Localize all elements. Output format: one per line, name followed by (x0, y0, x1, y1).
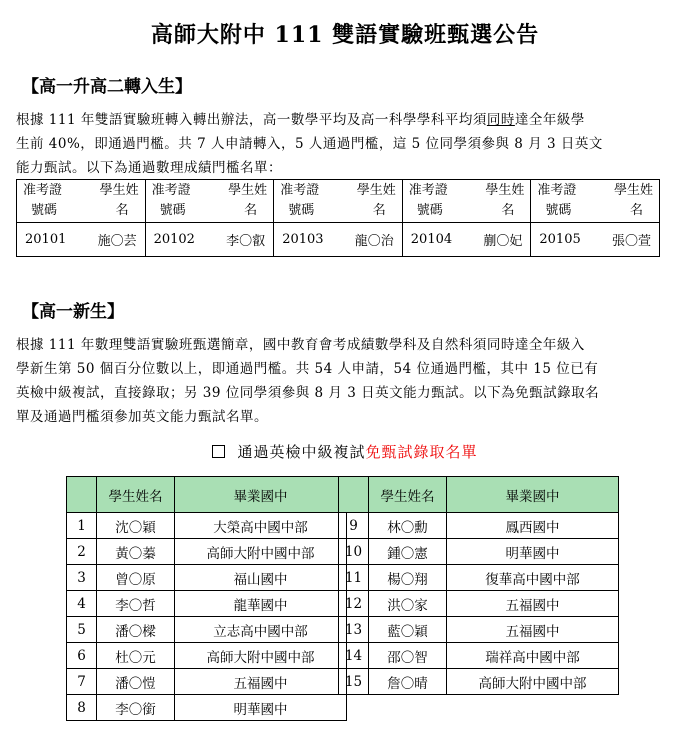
school-name: 明華國中 (175, 695, 347, 721)
header-name-top: 學生姓 (228, 183, 268, 198)
student-name: 蒯〇妃 (483, 234, 523, 249)
row-number: 3 (67, 565, 97, 591)
table-cell (145, 223, 274, 257)
checkbox-icon (212, 445, 225, 458)
school-name: 復華高中國中部 (447, 565, 619, 591)
table-cell (402, 223, 531, 257)
header-name-bottom: 名 (115, 203, 129, 218)
section-heading-freshman: 【高一新生】 (22, 302, 124, 322)
school-name: 鳳西國中 (447, 513, 619, 539)
table-header-cell (145, 180, 274, 223)
header-id-top: 准考證 (23, 183, 63, 198)
school-name: 高師大附中國中部 (447, 669, 619, 695)
school-name: 高師大附中國中部 (175, 539, 347, 565)
table-row (339, 539, 619, 565)
student-name: 詹〇晴 (369, 669, 447, 695)
header-name-top: 學生姓 (485, 183, 525, 198)
row-number: 8 (67, 695, 97, 721)
student-name: 林〇勳 (369, 513, 447, 539)
student-name: 施〇芸 (97, 234, 137, 249)
table-row (339, 591, 619, 617)
header-name-bottom: 名 (372, 203, 386, 218)
student-name: 杜〇元 (97, 643, 175, 669)
table-row (67, 565, 347, 591)
school-name: 五福國中 (447, 591, 619, 617)
header-name-bottom: 名 (501, 203, 515, 218)
header-id-bottom: 號碼 (159, 203, 186, 218)
table-row (67, 513, 347, 539)
school-name: 五福國中 (447, 617, 619, 643)
row-number: 11 (339, 565, 369, 591)
paragraph-line: 英檢中級複試，直接錄取；另 39 位同學須參與 8 月 3 日英文能力甄試。以下為免甄試錄取名 (16, 385, 600, 401)
header-name-bottom: 名 (629, 203, 643, 218)
school-name: 明華國中 (447, 539, 619, 565)
exam-id: 20102 (153, 232, 195, 247)
table-row (67, 643, 347, 669)
paragraph-line: 能力甄試。以下為通過數理成績門檻名單： (16, 160, 282, 176)
student-name: 潘〇愷 (97, 669, 175, 695)
paragraph-line: 根據 111 年數理雙語實驗班甄選簡章，國中教育會考成績數學科及自然科須同時達全年級入 (16, 337, 585, 353)
header-number (67, 477, 97, 513)
table-header-cell (17, 180, 146, 223)
school-name: 福山國中 (175, 565, 347, 591)
header-name-top: 學生姓 (99, 183, 139, 198)
row-number: 7 (67, 669, 97, 695)
admit-list-right (338, 476, 619, 695)
table-cell (274, 223, 403, 257)
table-row (67, 617, 347, 643)
student-name: 李〇銜 (97, 695, 175, 721)
section-heading-transfer: 【高一升高二轉入生】 (22, 77, 192, 97)
table-header-row (17, 180, 660, 223)
student-name: 龍〇治 (354, 234, 394, 249)
header-name: 學生姓名 (369, 477, 447, 513)
row-number: 6 (67, 643, 97, 669)
table-row (67, 669, 347, 695)
list-header-row (67, 477, 347, 513)
table-row (67, 539, 347, 565)
header-name-top: 學生姓 (356, 183, 396, 198)
school-name: 高師大附中國中部 (175, 643, 347, 669)
student-name: 張〇萱 (611, 234, 651, 249)
table-cell (17, 223, 146, 257)
transfer-table (16, 179, 660, 257)
table-header-cell (402, 180, 531, 223)
header-id-bottom: 號碼 (31, 203, 58, 218)
admit-list-left (66, 476, 347, 721)
row-number: 12 (339, 591, 369, 617)
header-name: 學生姓名 (97, 477, 175, 513)
paragraph-line: 根據 111 年雙語實驗班轉入轉出辦法，高一數學平均及高一科學學科平均須同時達全年級學 (16, 112, 585, 128)
table-row (67, 695, 347, 721)
student-name: 潘〇樑 (97, 617, 175, 643)
table-row (339, 669, 619, 695)
school-name: 大榮高中國中部 (175, 513, 347, 539)
student-name: 曾〇原 (97, 565, 175, 591)
freshman-paragraph (16, 333, 661, 429)
header-id-top: 准考證 (280, 183, 320, 198)
table-cell (531, 223, 660, 257)
student-name: 李〇哲 (97, 591, 175, 617)
row-number: 5 (67, 617, 97, 643)
table-row (17, 223, 660, 257)
table-row (67, 591, 347, 617)
exam-id: 20104 (410, 232, 453, 247)
row-number: 9 (339, 513, 369, 539)
header-name-top: 學生姓 (613, 183, 653, 198)
row-number: 10 (339, 539, 369, 565)
school-name: 五福國中 (175, 669, 347, 695)
header-id-top: 准考證 (151, 183, 191, 198)
student-name: 鍾〇憲 (369, 539, 447, 565)
header-name-bottom: 名 (244, 203, 258, 218)
paragraph-line: 學新生第 50 個百分位數以上，即通過門檻。共 54 人申請，54 位通過門檻，其中 15 位已有 (16, 361, 599, 377)
student-name: 黃〇蓁 (97, 539, 175, 565)
paragraph-line: 生前 40%，即通過門檻。共 7 人申請轉入，5 人通過門檻，這 5 位同學須參與 8 月 3 日英文 (16, 136, 603, 152)
row-number: 14 (339, 643, 369, 669)
header-number (339, 477, 369, 513)
table-row (339, 643, 619, 669)
student-name: 楊〇翔 (369, 565, 447, 591)
table-header-cell (274, 180, 403, 223)
table-row (339, 513, 619, 539)
student-name: 洪〇家 (369, 591, 447, 617)
row-number: 1 (67, 513, 97, 539)
school-name: 瑞祥高中國中部 (447, 643, 619, 669)
list-caption (0, 441, 690, 462)
row-number: 2 (67, 539, 97, 565)
page-title: 高師大附中 111 雙語實驗班甄選公告 (150, 22, 540, 48)
table-row (339, 565, 619, 591)
student-name: 藍〇穎 (369, 617, 447, 643)
school-name: 立志高中國中部 (175, 617, 347, 643)
header-school: 畢業國中 (447, 477, 619, 513)
paragraph-line: 單及通過門檻須參加英文能力甄試名單。 (16, 409, 268, 425)
school-name: 龍華國中 (175, 591, 347, 617)
student-name: 沈〇穎 (97, 513, 175, 539)
list-header-row (339, 477, 619, 513)
transfer-paragraph (16, 108, 661, 180)
table-header-cell (531, 180, 660, 223)
exam-id: 20105 (539, 232, 581, 247)
caption-red: 免甄試錄取名單 (365, 443, 478, 461)
student-name: 邵〇智 (369, 643, 447, 669)
row-number: 13 (339, 617, 369, 643)
caption-black: 通過英檢中級複試 (237, 443, 366, 461)
underlined-text: 同時 (486, 112, 515, 128)
row-number: 4 (67, 591, 97, 617)
header-id-bottom: 號碼 (288, 203, 315, 218)
exam-id: 20103 (282, 232, 324, 247)
student-name: 李〇叡 (226, 234, 266, 249)
header-id-bottom: 號碼 (545, 203, 572, 218)
exam-id: 20101 (25, 232, 67, 247)
header-id-bottom: 號碼 (416, 203, 443, 218)
header-id-top: 准考證 (537, 183, 577, 198)
table-row (339, 617, 619, 643)
header-school: 畢業國中 (175, 477, 347, 513)
row-number: 15 (339, 669, 369, 695)
header-id-top: 准考證 (408, 183, 448, 198)
